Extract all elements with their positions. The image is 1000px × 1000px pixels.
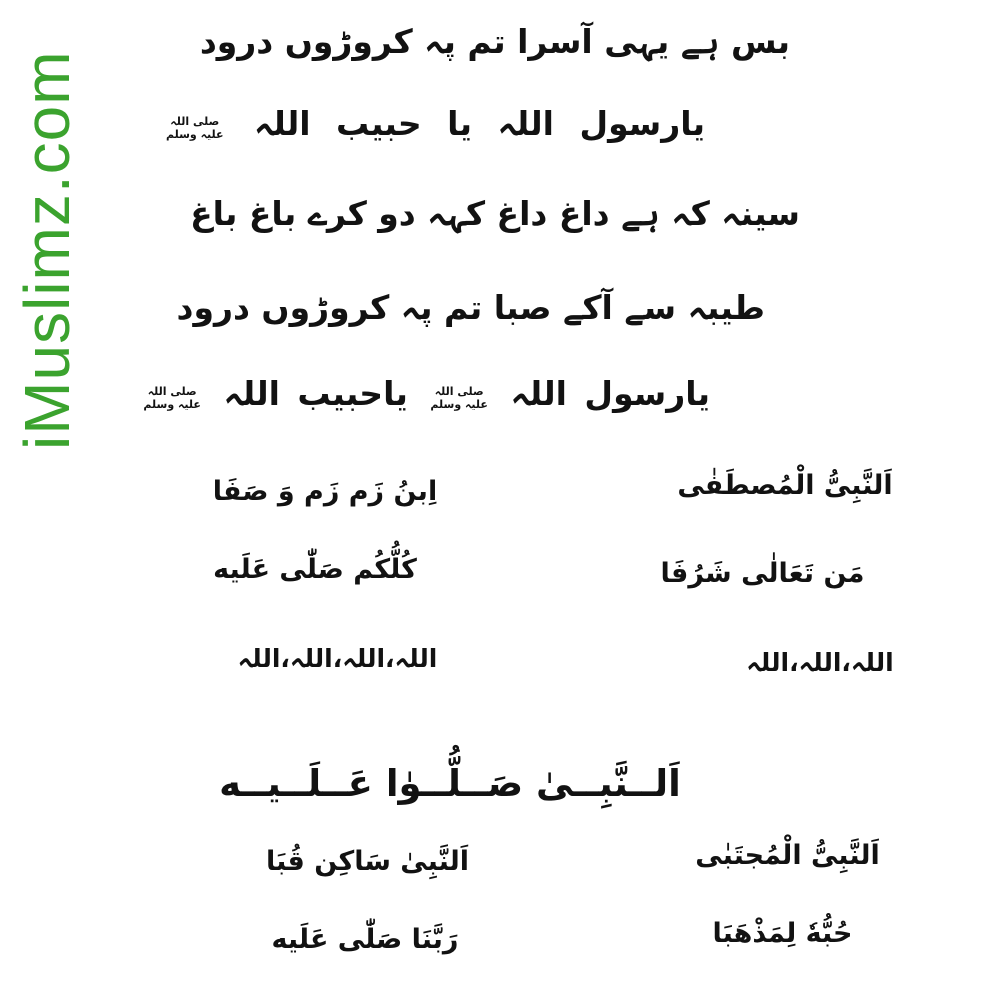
verse-line-5-text-left: یاحبیب اللہ xyxy=(223,374,408,413)
sws-bottom-text: علیہ وسلم xyxy=(430,397,488,411)
verse-line-2 xyxy=(165,104,705,143)
sallallahu-alaihi-wasallam-mark xyxy=(430,386,488,411)
watermark-imuslimz-text: iMuslimz.com xyxy=(11,50,83,450)
allah-refrain-left: اللہ،اللہ،اللہ،اللہ xyxy=(237,644,438,673)
sallallahu-alaihi-wasallam-mark xyxy=(143,386,201,411)
verse-line-2-text: یارسول اللہ یا حبیب اللہ xyxy=(254,104,705,143)
sws-top-text: صلی اللہ xyxy=(434,385,484,398)
allah-refrain-right: اللہ،اللہ،اللہ xyxy=(746,648,894,677)
sws-top-text: صلی اللہ xyxy=(170,115,220,128)
sws-top-text: صلی اللہ xyxy=(147,385,197,398)
couplet-2-left-hemistich: کُلُّکُم صَلّٰی عَلَیه xyxy=(213,554,417,585)
verse-line-3: سینہ کہ ہے داغ داغ کہہ دو کرے باغ باغ xyxy=(190,194,800,233)
couplet-4-right-hemistich: حُبُّهٗ لِمَذْهَبَا xyxy=(712,918,853,949)
couplet-4-left-hemistich: رَبَّنَا صَلّٰی عَلَیه xyxy=(271,924,459,955)
couplet-1-left-hemistich: اِبنُ زَم زَم وَ صَفَا xyxy=(212,476,438,507)
verse-line-5-text-right: یارسول اللہ xyxy=(510,374,710,413)
sws-bottom-text: علیہ وسلم xyxy=(143,397,201,411)
verse-line-4: طیبہ سے آکے صبا تم پہ کروڑوں درود xyxy=(176,288,765,327)
verse-line-1: بس ہے یہی آسرا تم پہ کروڑوں درود xyxy=(199,22,790,61)
couplet-2-right-hemistich: مَن تَعَالٰی شَرُفَا xyxy=(660,558,865,589)
couplet-3-left-hemistich: اَلنَّبِیٰ سَاکِن قُبَا xyxy=(265,846,470,877)
sws-bottom-text: علیہ وسلم xyxy=(165,127,224,141)
sallallahu-alaihi-wasallam-mark xyxy=(166,116,224,141)
couplet-3-right-hemistich: اَلنَّبِیُّ الْمُجتَبٰی xyxy=(695,840,880,871)
refrain-center-stretched-line: اَلــنَّبِــیٰ صَــلُّــوٰا عَــلَــیــه xyxy=(219,762,681,805)
couplet-1-right-hemistich: اَلنَّبِیُّ الْمُصطَفٰی xyxy=(677,470,893,501)
verse-line-5 xyxy=(143,374,710,413)
